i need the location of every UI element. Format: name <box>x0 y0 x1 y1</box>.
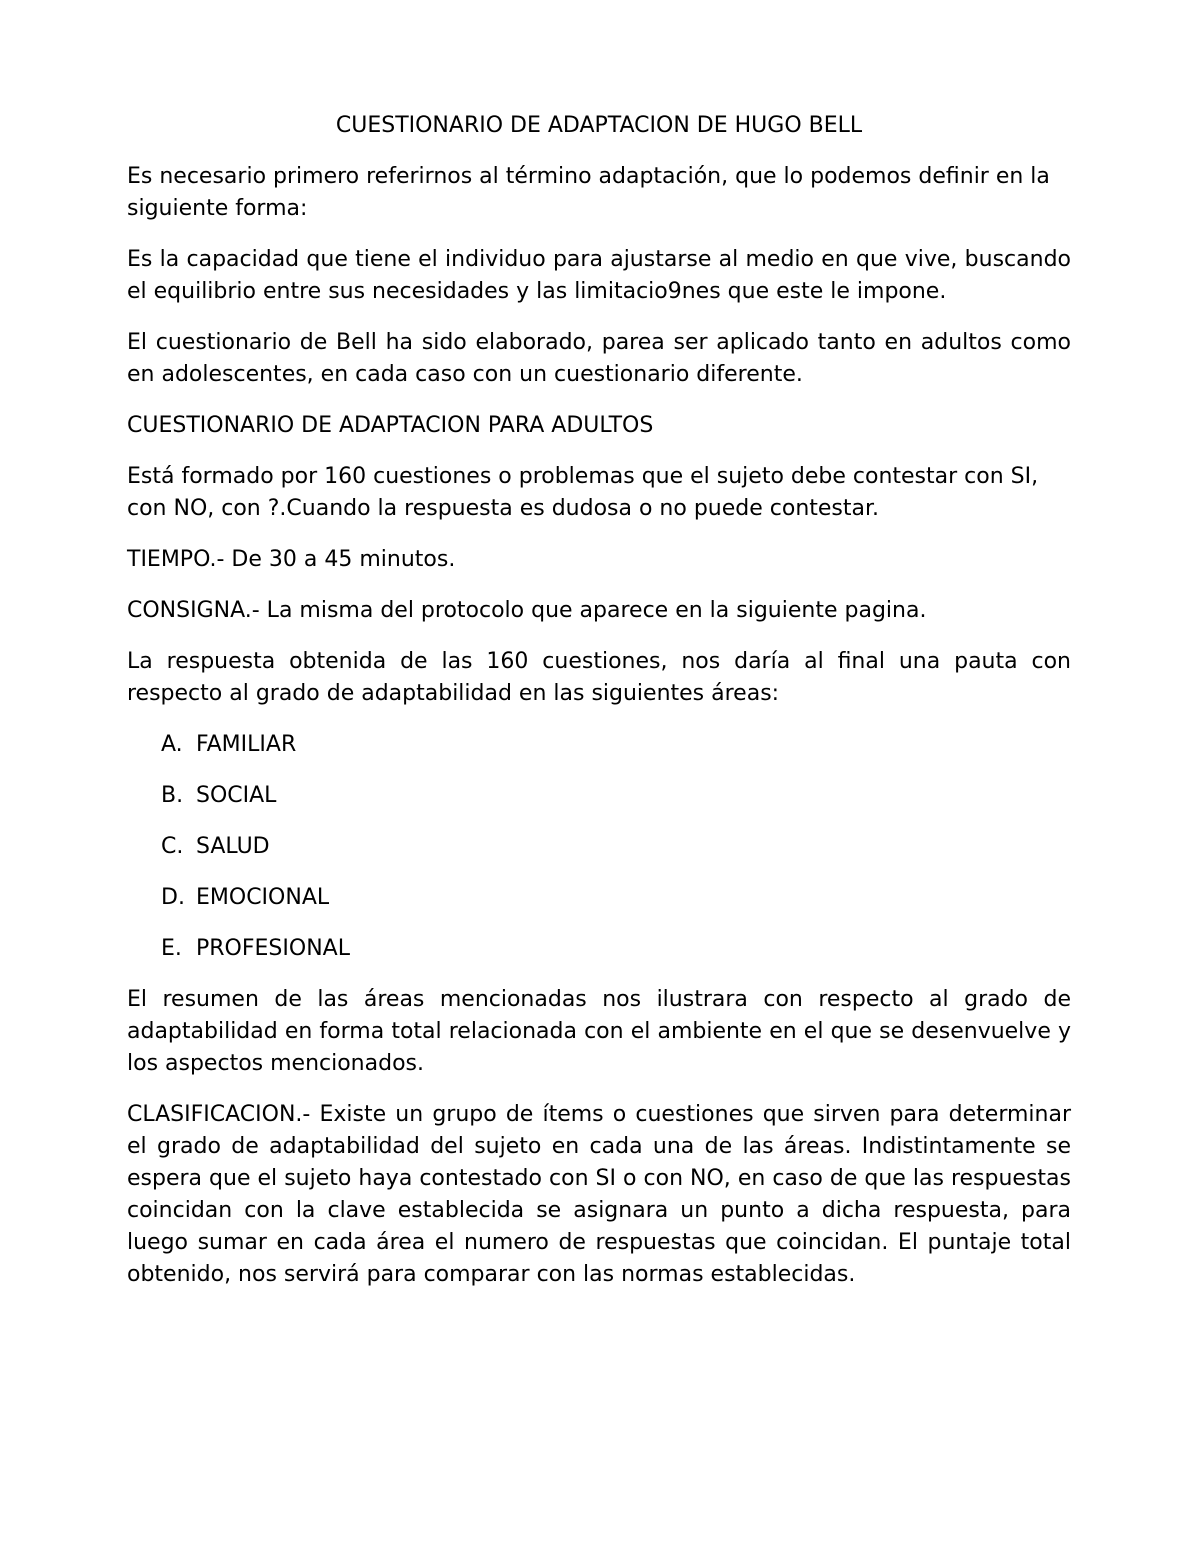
list-item <box>127 933 1071 965</box>
areas-list <box>127 729 1071 965</box>
list-item-label: SALUD <box>196 834 270 859</box>
paragraph-instruction: CONSIGNA.- La misma del protocolo que aparece en la siguiente pagina. <box>127 598 927 623</box>
list-marker: B. <box>161 783 184 808</box>
paragraph-intro: Es necesario primero referirnos al término adaptación, que lo podemos definir en la siguiente forma: <box>127 164 1050 221</box>
document-page <box>127 110 1071 1310</box>
list-marker: D. <box>161 885 185 910</box>
list-marker: A. <box>161 732 183 757</box>
list-marker: C. <box>161 834 184 859</box>
list-marker: E. <box>161 936 182 961</box>
list-item <box>127 831 1071 863</box>
paragraph-results: La respuesta obtenida de las 160 cuestiones, nos daría al final una pauta con respecto al grado de adaptabilidad en las siguientes áreas: <box>127 649 1071 706</box>
paragraph-classification: CLASIFICACION.- Existe un grupo de ítems o cuestiones que sirven para determinar el grado de adaptabilidad del sujeto en cada una de las áreas. Indistintamente se espera que el sujeto haya contestado con SI o con NO, en caso de que las respuestas coincidan con la clave establecida se asignara un punto a dicha respuesta, para luego sumar en cada área el numero de respuestas que coincidan. El puntaje total obtenido, nos servirá para comparar con las normas establecidas. <box>127 1102 1071 1287</box>
list-item <box>127 780 1071 812</box>
document-title: CUESTIONARIO DE ADAPTACION DE HUGO BELL <box>335 113 863 138</box>
section-title: CUESTIONARIO DE ADAPTACION PARA ADULTOS <box>127 413 654 438</box>
list-item <box>127 729 1071 761</box>
list-item-label: EMOCIONAL <box>196 885 330 910</box>
paragraph-definition: Es la capacidad que tiene el individuo para ajustarse al medio en que vive, buscando el equilibrio entre sus necesidades y las limitacio9nes que este le impone. <box>127 247 1071 304</box>
paragraph-time: TIEMPO.- De 30 a 45 minutos. <box>127 547 456 572</box>
paragraph-bell: El cuestionario de Bell ha sido elaborado, parea ser aplicado tanto en adultos como en adolescentes, en cada caso con un cuestionario diferente. <box>127 330 1071 387</box>
paragraph-summary: El resumen de las áreas mencionadas nos ilustrara con respecto al grado de adaptabilidad en forma total relacionada con el ambiente en el que se desenvuelve y los aspectos mencionados. <box>127 987 1071 1076</box>
paragraph-format: Está formado por 160 cuestiones o problemas que el sujeto debe contestar con SI, con NO, con ?.Cuando la respuesta es dudosa o no puede contestar. <box>127 464 1039 521</box>
list-item-label: FAMILIAR <box>196 732 297 757</box>
list-item-label: SOCIAL <box>196 783 277 808</box>
list-item-label: PROFESIONAL <box>196 936 350 961</box>
list-item <box>127 882 1071 914</box>
